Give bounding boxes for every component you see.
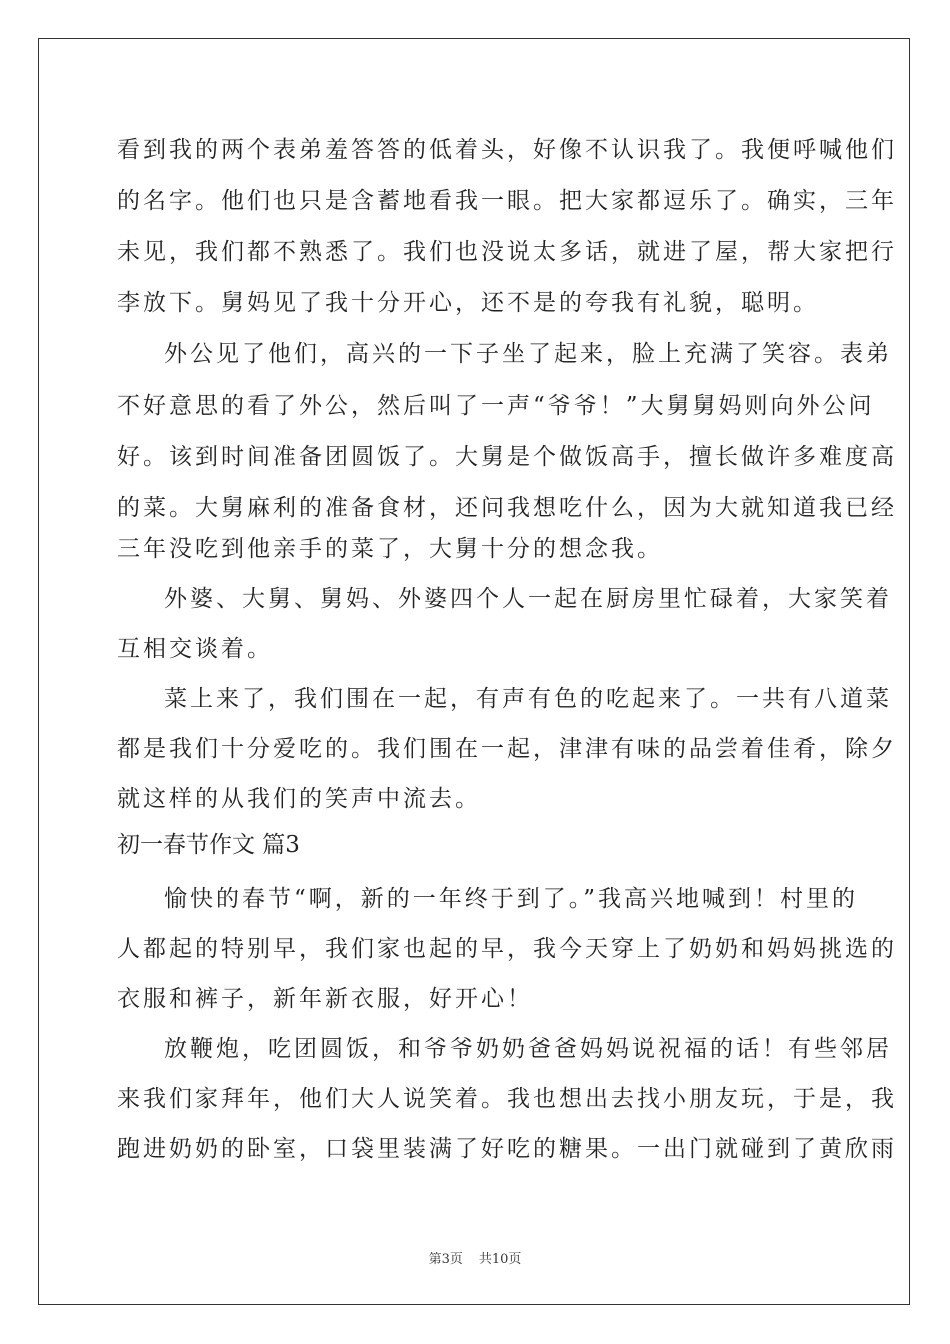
text-line: 来我们家拜年，他们大人说笑着。我也想出去找小朋友玩，于是，我 — [117, 1086, 897, 1112]
text-line: 看到我的两个表弟羞答答的低着头，好像不认识我了。我便呼喊他们 — [117, 137, 897, 163]
text-line: 衣服和裤子，新年新衣服，好开心！ — [117, 986, 533, 1012]
paragraph-start-line: 愉快的春节“啊，新的一年终于到了。”我高兴地喊到！村里的 — [164, 886, 859, 912]
text-line: 都是我们十分爱吃的。我们围在一起，津津有味的品尝着佳肴，除夕 — [117, 736, 897, 762]
paragraph-start-line: 放鞭炮，吃团圆饭，和爷爷奶奶爸爸妈妈说祝福的话！有些邻居 — [164, 1036, 892, 1062]
text-line: 好。该到时间准备团圆饭了。大舅是个做饭高手，擅长做许多难度高 — [117, 444, 897, 470]
text-line: 不好意思的看了外公，然后叫了一声“爷爷！”大舅舅妈则向外公问 — [117, 393, 875, 419]
page-border — [38, 38, 910, 1305]
paragraph-start-line: 菜上来了，我们围在一起，有声有色的吃起来了。一共有八道菜 — [164, 686, 892, 712]
text-line: 跑进奶奶的卧室，口袋里装满了好吃的糖果。一出门就碰到了黄欣雨 — [117, 1136, 897, 1162]
text-line: 的菜。大舅麻利的准备食材，还问我想吃什么，因为大就知道我已经 — [117, 495, 897, 521]
text-line: 李放下。舅妈见了我十分开心，还不是的夸我有礼貌，聪明。 — [117, 290, 819, 316]
text-line: 互相交谈着。 — [117, 636, 273, 662]
text-line: 人都起的特别早，我们家也起的早，我今天穿上了奶奶和妈妈挑选的 — [117, 936, 897, 962]
page-total: 共10页 — [478, 1252, 522, 1267]
paragraph-start-line: 外婆、大舅、舅妈、外婆四个人一起在厨房里忙碌着，大家笑着 — [164, 586, 892, 612]
page-footer — [0, 1248, 950, 1267]
page-number: 第3页 — [428, 1252, 463, 1267]
text-line: 三年没吃到他亲手的菜了，大舅十分的想念我。 — [117, 536, 663, 562]
paragraph-start-line: 外公见了他们，高兴的一下子坐了起来，脸上充满了笑容。表弟 — [164, 341, 892, 367]
section-heading: 初一春节作文 篇3 — [117, 832, 300, 858]
text-line: 未见，我们都不熟悉了。我们也没说太多话，就进了屋，帮大家把行 — [117, 239, 897, 265]
text-line: 就这样的从我们的笑声中流去。 — [117, 786, 481, 812]
text-line: 的名字。他们也只是含蓄地看我一眼。把大家都逗乐了。确实，三年 — [117, 188, 897, 214]
